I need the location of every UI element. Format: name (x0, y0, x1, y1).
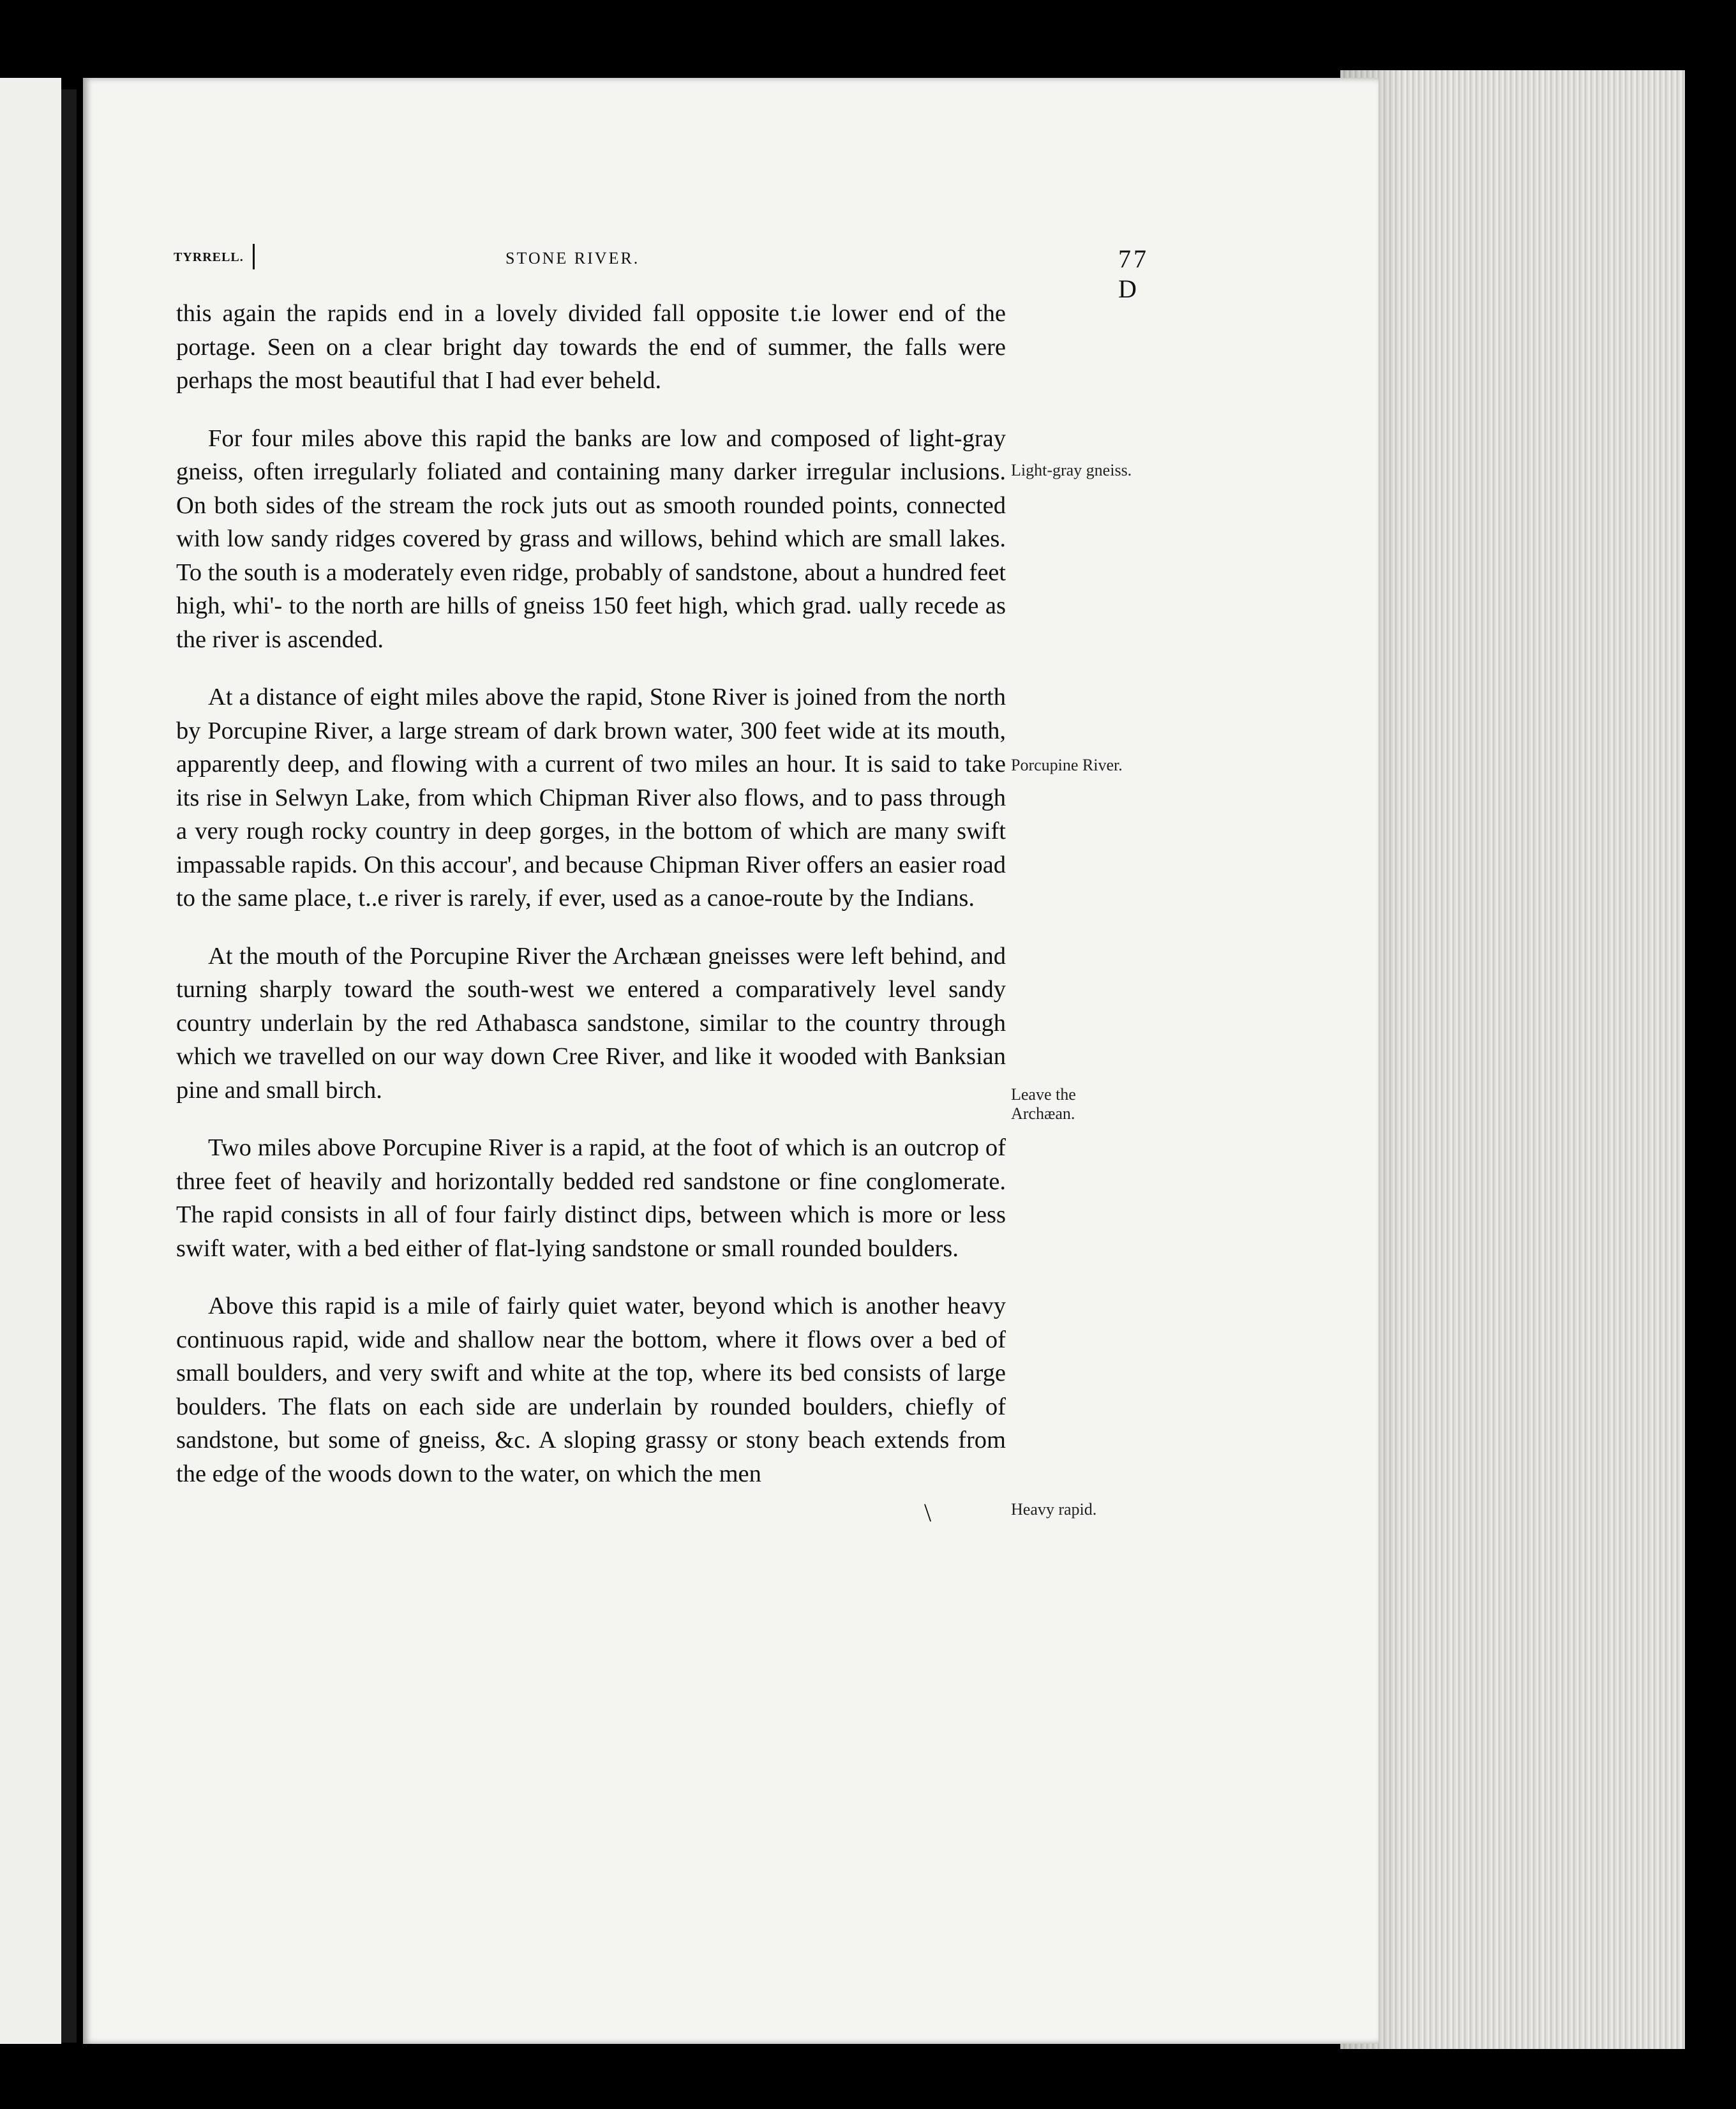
running-header (174, 244, 1149, 303)
stray-mark: \ (924, 1498, 932, 1527)
paragraph: Above this rapid is a mile of fairly quiet water, beyond which is another heavy continuous rapid, wide and shallow near the bottom, where it flows over a bed of small boulders, and very swift and white at the top, where its bed consists of large boulders. The flats on each side are underlain by rounded boulders, chiefly of sandstone, but some of gneiss, &c. A sloping grassy or stony beach extends from the edge of the woods down to the water, on which the men (176, 1293, 1006, 1487)
paragraph: At a distance of eight miles above the rapid, Stone River is joined from the north by Porcupine River, a large stream of dark brown water, 300 feet wide at its mouth, apparently deep, and flowing with a current of two miles an hour. It is said to take its rise in Selwyn Lake, from which Chipman River also flows, and to pass through a very rough rocky country in deep gorges, in the bottom of which are many swift impassable rapids. On this accour', and because Chipman River offers an easier road to the same place, t..e river is rarely, if ever, used as a canoe-route by the Indians. (176, 684, 1006, 912)
book-gutter (61, 89, 77, 2043)
running-title: STONE RIVER. (505, 249, 640, 267)
paragraph: Two miles above Porcupine River is a rapid, at the foot of which is an outcrop of three feet of heavily and horizontally bedded red sandstone or fine conglomerate. The rapid consists in all of four fairly distinct dips, between which is more or less swift water, with a bed either of flat-lying sandstone or small rounded boulders. (176, 1134, 1006, 1262)
paragraph: For four miles above this rapid the banks are low and composed of light-gray gneiss, often irregularly foliated and containing many darker irregular inclusions. On both sides of the stream the rock juts out as smooth rounded points, connected with low sandy ridges covered by grass and willows, behind which are small lakes. To the south is a moderately even ridge, probably of sandstone, about a hundred feet high, whi'- to the north are hills of gneiss 150 feet high, which grad. ually recede as the river is ascended. (176, 424, 1006, 653)
paragraph: this again the rapids end in a lovely divided fall opposite t.ie lower end of the portage. Seen on a clear bright day towards the end of summer, the falls were perhaps the most beautiful that I had ever beheld. (176, 300, 1006, 394)
facing-page-edge (0, 78, 61, 2044)
page-number: 77 D (1118, 244, 1149, 303)
margin-note-leave-archaean: Leave the Archæan. (1011, 1085, 1076, 1123)
margin-note-light-gray-gneiss: Light-gray gneiss. (1011, 461, 1132, 479)
body-text (176, 297, 1006, 1515)
margin-note-heavy-rapid: Heavy rapid. (1011, 1500, 1097, 1519)
paragraph: At the mouth of the Porcupine River the Archæan gneisses were left behind, and turning sharply toward the south-west we entered a comparatively level sandy country underlain by the red Athabasca sandstone, similar to the country through which we travelled on our way down Cree River, and like it wooded with Banksian pine and small birch. (176, 942, 1006, 1104)
header-rule (253, 244, 255, 269)
running-author: TYRRELL. (174, 250, 244, 264)
margin-note-porcupine-river: Porcupine River. (1011, 756, 1123, 774)
